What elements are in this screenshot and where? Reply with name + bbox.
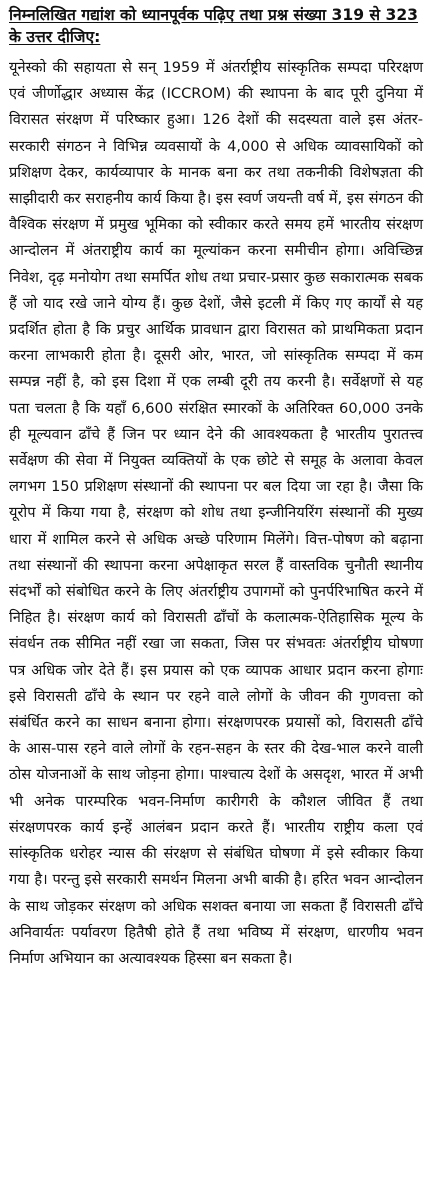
question-instruction-heading: निम्नलिखित गद्यांश को ध्यानपूर्वक पढ़िए तथा प्रश्न संख्या 319 से 323 के उत्तर दीजिए: (9, 6, 419, 46)
reading-passage: यूनेस्को की सहायता से सन् 1959 में अंतर्राष्ट्रीय सांस्कृतिक सम्पदा परिरक्षण एवं जीर्णोद्धार अध्यास केंद्र (ICCROM) की स्थापना के बाद पूरी दुनिया में विरासत संरक्षण में परिष्कार हुआ। 126 देशों की सदस्यता वाले इस अंतर-सरकारी संगठन ने विभिन्न व्यवसायों के 4,000 से अधिक व्यावसायिकों को प्रशिक्षण देकर, कार्यव्यापार के मानक बना कर तथा तकनीकी विशेषज्ञता की साझीदारी कर सराहनीय कार्य किया है। इस स्वर्ण जयन्ती वर्ष में, इस संगठन की वैश्विक संरक्षण में प्रमुख भूमिका को स्वीकार करते समय हमें भारतीय संरक्षण आन्दोलन में अंतराष्ट्रीय कार्य का मूल्यांकन करना समीचीन होगा। अविच्छिन्न निवेश, दृढ़ मनोयोग तथा समर्पित शोध तथा प्रचार-प्रसार कुछ सकारात्मक सबक हैं जो याद रखे जाने योग्य हैं। कुछ देशों, जैसे इटली में किए गए कार्यों से यह प्रदर्शित होता है कि प्रचुर आर्थिक प्रावधान द्वारा विरासत को प्राथमिकता प्रदान करना लाभकारी होता है। दूसरी ओर, भारत, जो सांस्कृतिक सम्पदा में कम सम्पन्न नहीं है, को इस दिशा में एक लम्बी दूरी तय करनी है। सर्वेक्षणों से यह पता चलता है कि यहाँ 6,600 संरक्षित स्मारकों के अतिरिक्त 60,000 उनके ही मूल्यवान ढाँचे हैं जिन पर ध्यान देने की आवश्यकता है भारतीय पुरातत्त्व सर्वेक्षण की सेवा में नियुक्त व्यक्तियों के एक छोटे से समूह के अलावा केवल लगभग 150 प्रशिक्षण संस्थानों की स्थापना पर बल दिया जा रहा है। जैसा कि यूरोप में किया गया है, संरक्षण को शोध तथा इन्जीनियरिंग संस्थानों की मुख्य धारा में शामिल करने से अधिक अच्छे परिणाम मिलेंगे। वित्त-पोषण को बढ़ाना तथा संस्थानों की स्थापना करना अपेक्षाकृत सरल हैं वास्तविक चुनौती स्थानीय संदर्भों को संबोधित करने के लिए अंतर्राष्ट्रीय उपागमों को पुनर्परिभाषित करने में निहित है। संरक्षण कार्य को विरासती ढाँचों के कलात्मक-ऐतिहासिक मूल्य के संवर्धन तक सीमित नहीं रखा जा सकता, जिस पर संभवतः अंतर्राष्ट्रीय घोषणा पत्र अधिक जोर देते हैं। इस प्रयास को एक व्यापक आधार प्रदान करना होगाः इसे विरासती ढाँचे के स्थान पर रहने वाले लोगों के जीवन की गुणवत्ता को संबंर्धित करने का साधन बनाना होगा। संरक्षणपरक प्रयासों को, विरासती ढाँचे के आस-पास रहने वाले लोगों के रहन-सहन के स्तर की देख-भाल करने वाली ठोस योजनाओं के साथ जोड़ना होगा। पाश्चात्य देशों के असदृश, भारत में अभी भी अनेक पारम्परिक भवन-निर्माण कारीगरी के कौशल जीवित हैं तथा संरक्षणपरक कार्य इन्हें आलंबन प्रदान करते हैं। भारतीय राष्ट्रीय कला एवं सांस्कृतिक धरोहर न्यास की संरक्षण से संबंधित घोषणा में इसे स्वीकार किया गया है। परन्तु इसे सरकारी समर्थन मिलना अभी बाकी है। हरित भवन आन्दोलन के साथ जोड़कर संरक्षण को अधिक सशक्त बनाया जा सकता हैं विरासती ढाँचे अनिवार्यतः पर्यावरण हितैषी होते हैं तथा भविष्य में संरक्षण, धारणीय भवन निर्माण अभियान का अत्यावश्यक हिस्सा बन सकता है। (9, 59, 423, 967)
